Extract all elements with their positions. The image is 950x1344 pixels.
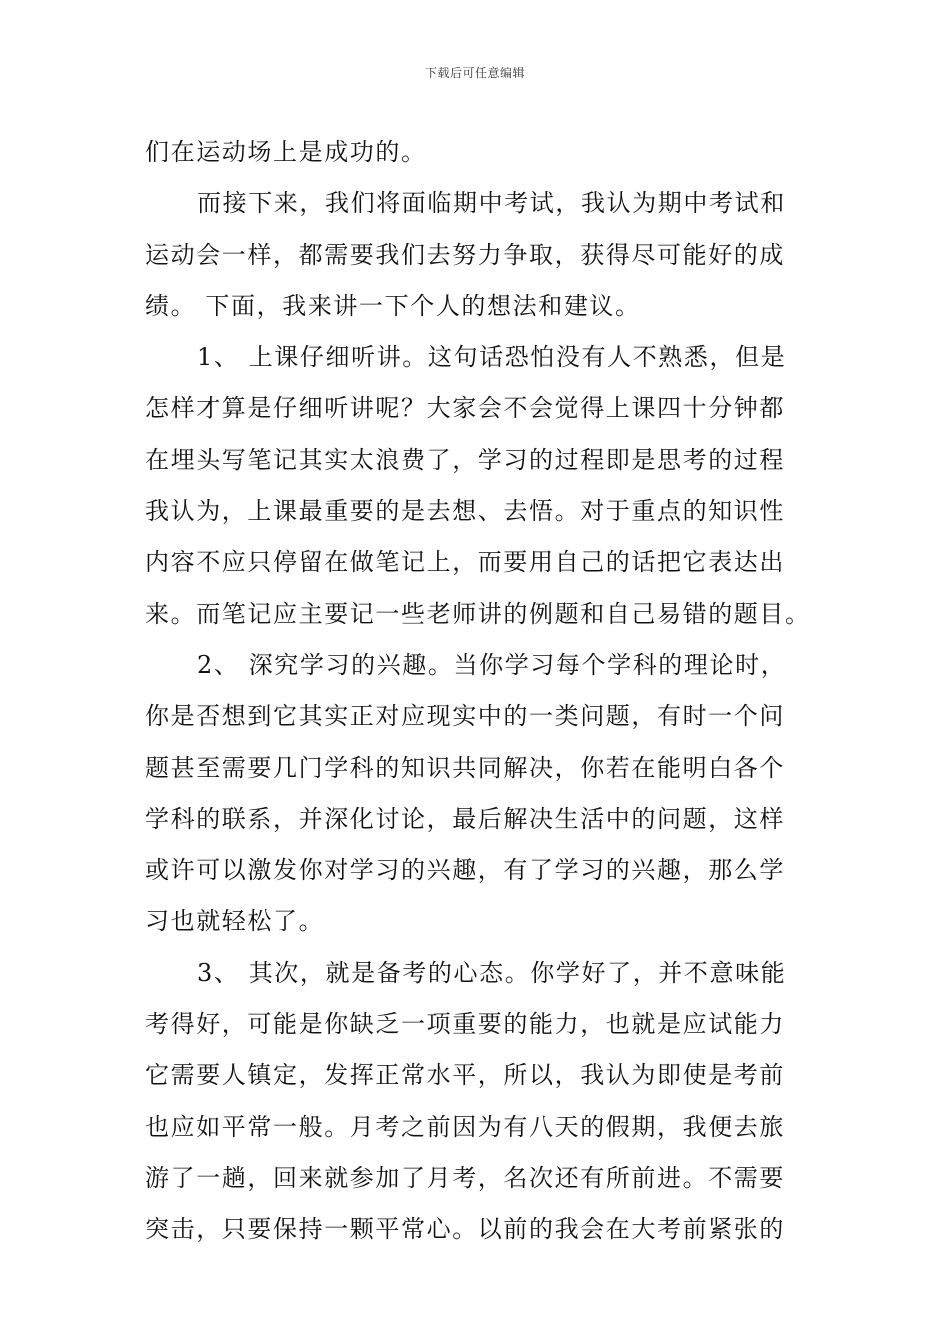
text-line: 也应如平常一般。月考之前因为有八天的假期，我便去旅: [145, 1112, 785, 1141]
text-line: 们在运动场上是成功的。: [145, 138, 427, 166]
text-line: 而接下来，我们将面临期中考试，我认为期中考试和: [197, 189, 786, 218]
text-line: 突击，只要保持一颗平常心。以前的我会在大考前紧张的: [145, 1215, 785, 1244]
text-line: 它需要人镇定，发挥正常水平，所以，我认为即使是考前: [145, 1061, 785, 1090]
page-header: 下载后可任意编辑: [424, 66, 525, 80]
text-line: 绩。 下面，我来讲一下个人的想法和建议。: [145, 291, 641, 320]
text-line: 游了一趟，回来就参加了月考，名次还有所前进。不需要: [145, 1163, 785, 1192]
text-line: 你是否想到它其实正对应现实中的一类问题，有时一个问: [145, 702, 785, 731]
text-line: 习也就轻松了。: [145, 907, 325, 936]
text-line: 考得好，可能是你缺乏一项重要的能力，也就是应试能力: [145, 1010, 785, 1039]
text-line: 1、 上课仔细听讲。这句话恐怕没有人不熟悉，但是: [197, 343, 787, 372]
text-line: 学科的联系，并深化讨论，最后解决生活中的问题，这样: [145, 804, 785, 833]
text-line: 在埋头写笔记其实太浪费了，学习的过程即是思考的过程: [145, 445, 785, 474]
text-line: 内容不应只停留在做笔记上，而要用自己的话把它表达出: [145, 548, 785, 577]
text-line: 3、 其次，就是备考的心态。你学好了，并不意味能: [197, 958, 787, 987]
text-line: 或许可以激发你对学习的兴趣，有了学习的兴趣，那么学: [145, 856, 785, 885]
text-line: 来。而笔记应主要记一些老师讲的例题和自己易错的题目。: [145, 599, 811, 628]
text-line: 我认为，上课最重要的是去想、去悟。对于重点的知识性: [145, 497, 785, 526]
document-body: [145, 127, 815, 1256]
text-line: 题甚至需要几门学科的知识共同解决，你若在能明白各个: [145, 753, 785, 782]
text-line: 运动会一样，都需要我们去努力争取，获得尽可能好的成: [145, 240, 785, 269]
text-line: 2、 深究学习的兴趣。当你学习每个学科的理论时，: [197, 650, 787, 679]
text-line: 怎样才算是仔细听讲呢？大家会不会觉得上课四十分钟都: [145, 394, 785, 423]
